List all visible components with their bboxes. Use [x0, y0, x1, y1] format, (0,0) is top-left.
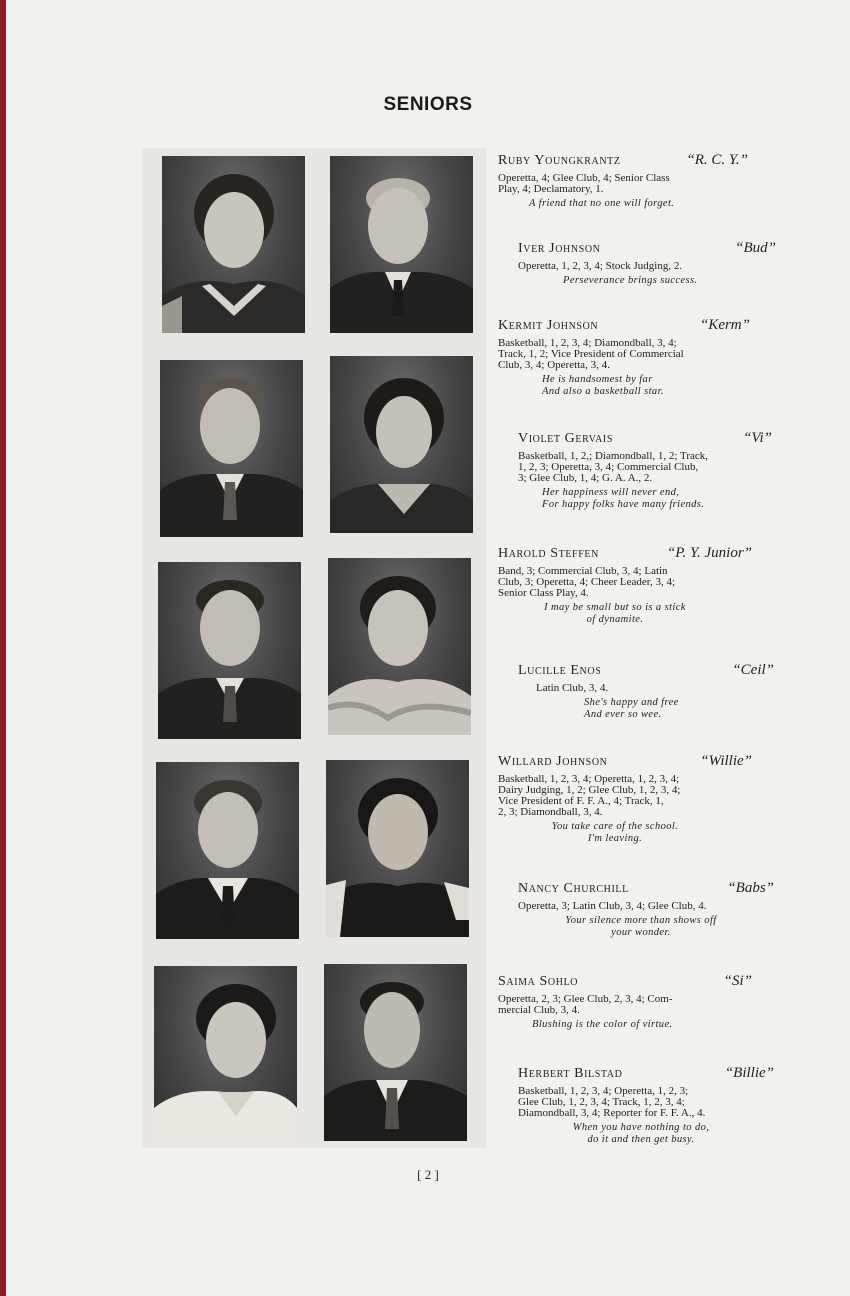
senior-motto: You take care of the school. I'm leaving. [551, 821, 679, 844]
senior-entry [498, 152, 748, 210]
senior-nickname: “Si” [723, 973, 752, 989]
senior-entry [498, 317, 750, 398]
senior-activities: Basketball, 1, 2, 3, 4; Operetta, 1, 2, 3, 4; Dairy Judging, 1, 2; Glee Club, 1, 2, 3, 4; Vice President of F. F. A., 4; Track, 1, 2, 3; Diamondball, 3, 4. [498, 773, 681, 818]
senior-motto: Perseverance brings success. [563, 275, 698, 286]
yearbook-page [6, 0, 850, 1296]
senior-name: Saima Sohlo [498, 974, 579, 989]
senior-name: Willard Johnson [498, 754, 608, 769]
senior-motto: She's happy and free And ever so wee. [584, 697, 679, 720]
portrait-violet-gervais [330, 356, 473, 533]
senior-motto: When you have nothing to do, do it and then get busy. [572, 1122, 710, 1145]
senior-name: Lucille Enos [518, 663, 602, 678]
senior-motto: A friend that no one will forget. [529, 198, 675, 209]
senior-name: Herbert Bilstad [518, 1066, 623, 1081]
senior-activities: Basketball, 1, 2,; Diamondball, 1, 2; Track, 1, 2, 3; Operetta, 3, 4; Commercial Club, 3; Glee Club, 1, 4; G. A. A., 2. [518, 450, 709, 484]
senior-entry [518, 430, 772, 511]
senior-nickname: “P. Y. Junior” [666, 545, 752, 561]
senior-entry [518, 880, 774, 939]
portrait-kermit-johnson [160, 360, 303, 537]
photo-panel [142, 148, 486, 1148]
senior-name: Nancy Churchill [518, 881, 629, 896]
senior-nickname: “Kerm” [699, 317, 750, 333]
senior-motto: He is handsomest by far And also a basketball star. [542, 374, 664, 397]
senior-motto: I may be small but so is a stick of dynamite. [544, 602, 686, 625]
portrait-herbert-bilstad [324, 964, 467, 1141]
senior-motto: Blushing is the color of virtue. [532, 1019, 673, 1030]
senior-name: Ruby Youngkrantz [498, 153, 621, 168]
senior-activities: Operetta, 4; Glee Club, 4; Senior Class Play, 4; Declamatory, 1. [498, 172, 670, 195]
senior-activities: Basketball, 1, 2, 3, 4; Operetta, 1, 2, 3; Glee Club, 1, 2, 3, 4; Track, 1, 2, 3, 4; Diamondball, 3, 4; Reporter for F. F. A., 4. [518, 1085, 706, 1119]
senior-name: Kermit Johnson [498, 318, 599, 333]
page-number: [ 2 ] [417, 1167, 439, 1182]
senior-activities: Band, 3; Commercial Club, 3, 4; Latin Club, 3; Operetta, 4; Cheer Leader, 3, 4; Senior Class Play, 4. [498, 565, 676, 599]
portrait-ruby-youngkrantz [162, 156, 305, 333]
senior-entry [518, 1065, 774, 1146]
senior-activities: Operetta, 1, 2, 3, 4; Stock Judging, 2. [518, 260, 683, 272]
senior-nickname: “Billie” [724, 1065, 774, 1081]
portrait-nancy-churchill [326, 760, 469, 937]
senior-entry [498, 753, 752, 845]
portrait-iver-johnson [330, 156, 473, 333]
senior-entry [518, 240, 776, 287]
senior-nickname: “R. C. Y.” [686, 152, 748, 168]
senior-nickname: “Vi” [743, 430, 772, 446]
senior-name: Iver Johnson [518, 241, 601, 256]
portrait-lucille-enos [328, 558, 471, 735]
senior-motto: Her happiness will never end, For happy folks have many friends. [542, 487, 705, 510]
portrait-willard-johnson [156, 762, 299, 939]
senior-entry [518, 662, 774, 721]
senior-entry [498, 973, 752, 1031]
senior-entry [498, 545, 752, 626]
senior-name: Harold Steffen [498, 546, 599, 561]
senior-name: Violet Gervais [518, 431, 614, 446]
senior-nickname: “Babs” [727, 880, 774, 896]
senior-activities: Operetta, 2, 3; Glee Club, 2, 3, 4; Com- mercial Club, 3, 4. [498, 993, 673, 1016]
portrait-harold-steffen [158, 562, 301, 739]
senior-nickname: “Bud” [735, 240, 776, 256]
portrait-saima-sohlo [154, 966, 297, 1143]
senior-motto: Your silence more than shows off your wonder. [565, 915, 717, 938]
senior-activities: Basketball, 1, 2, 3, 4; Diamondball, 3, 4; Track, 1, 2; Vice President of Commercial Club, 3, 4; Operetta, 3, 4. [498, 337, 684, 371]
senior-nickname: “Ceil” [732, 662, 774, 678]
senior-nickname: “Willie” [700, 753, 752, 769]
page-title: SENIORS [383, 94, 473, 115]
senior-activities: Latin Club, 3, 4. [536, 682, 609, 694]
senior-activities: Operetta, 3; Latin Club, 3, 4; Glee Club, 4. [518, 900, 707, 912]
